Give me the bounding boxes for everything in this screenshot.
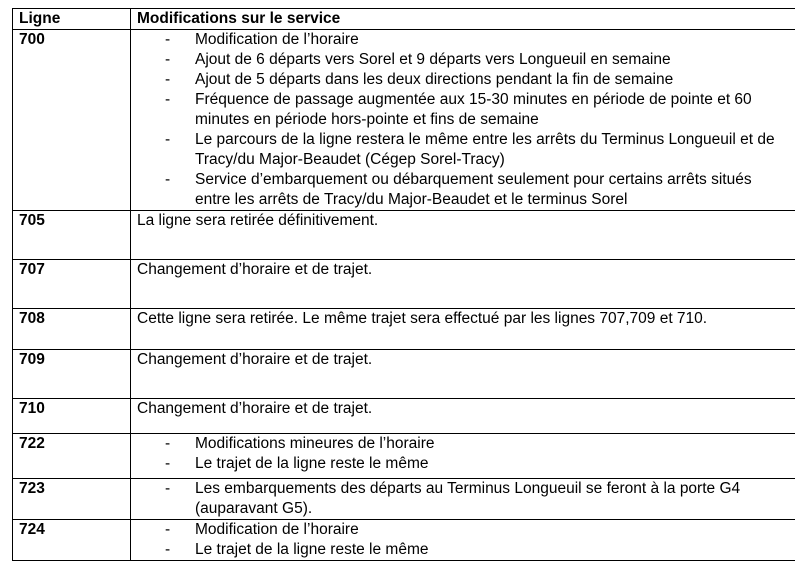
table-header-row (13, 9, 795, 30)
header-modifications: Modifications sur le service (131, 9, 795, 30)
modifications-cell (131, 520, 795, 561)
list-item: - Ajout de 6 départs vers Sorel et 9 départs vers Longueuil en semaine (137, 50, 790, 70)
ligne-number: 707 (13, 260, 131, 309)
ligne-number: 722 (13, 434, 131, 479)
header-ligne: Ligne (13, 9, 131, 30)
bullet-list (137, 479, 790, 519)
modifications-cell: Cette ligne sera retirée. Le même trajet sera effectué par les lignes 707,709 et 710. (131, 309, 795, 350)
list-item: - Les embarquements des départs au Terminus Longueuil se feront à la porte G4 (auparavant G5). (137, 479, 790, 519)
list-item: - Le parcours de la ligne restera le même entre les arrêts du Terminus Longueuil et de Tracy/du Major-Beaudet (Cégep Sorel-Tracy) (137, 130, 790, 170)
ligne-number: 724 (13, 520, 131, 561)
ligne-number: 708 (13, 309, 131, 350)
list-item: - Fréquence de passage augmentée aux 15-30 minutes en période de pointe et 60 minutes en période hors-pointe et fins de semaine (137, 90, 790, 130)
table-row (13, 434, 795, 479)
list-item: - Service d’embarquement ou débarquement seulement pour certains arrêts situés entre les arrêts de Tracy/du Major-Beaudet et le terminus Sorel (137, 170, 790, 210)
table-row (13, 350, 795, 399)
bullet-list (137, 30, 790, 210)
list-item: - Le trajet de la ligne reste le même (137, 454, 790, 474)
list-item: - Modifications mineures de l’horaire (137, 434, 790, 454)
list-item: - Modification de l’horaire (137, 520, 790, 540)
bullet-list (137, 434, 790, 474)
table-row (13, 399, 795, 434)
bullet-list (137, 520, 790, 560)
document (12, 8, 795, 561)
list-item: - Ajout de 5 départs dans les deux directions pendant la fin de semaine (137, 70, 790, 90)
modifications-cell: La ligne sera retirée définitivement. (131, 211, 795, 260)
table-row (13, 211, 795, 260)
ligne-number: 700 (13, 30, 131, 211)
list-item: - Modification de l’horaire (137, 30, 790, 50)
ligne-number: 710 (13, 399, 131, 434)
modifications-cell: Changement d’horaire et de trajet. (131, 350, 795, 399)
ligne-number: 723 (13, 479, 131, 520)
service-changes-table (12, 8, 795, 561)
modifications-cell (131, 479, 795, 520)
table-row (13, 479, 795, 520)
table-row (13, 309, 795, 350)
modifications-cell (131, 30, 795, 211)
table-row (13, 520, 795, 561)
modifications-cell: Changement d’horaire et de trajet. (131, 399, 795, 434)
ligne-number: 709 (13, 350, 131, 399)
table-row (13, 260, 795, 309)
table-row (13, 30, 795, 211)
list-item: - Le trajet de la ligne reste le même (137, 540, 790, 560)
modifications-cell: Changement d’horaire et de trajet. (131, 260, 795, 309)
modifications-cell (131, 434, 795, 479)
ligne-number: 705 (13, 211, 131, 260)
